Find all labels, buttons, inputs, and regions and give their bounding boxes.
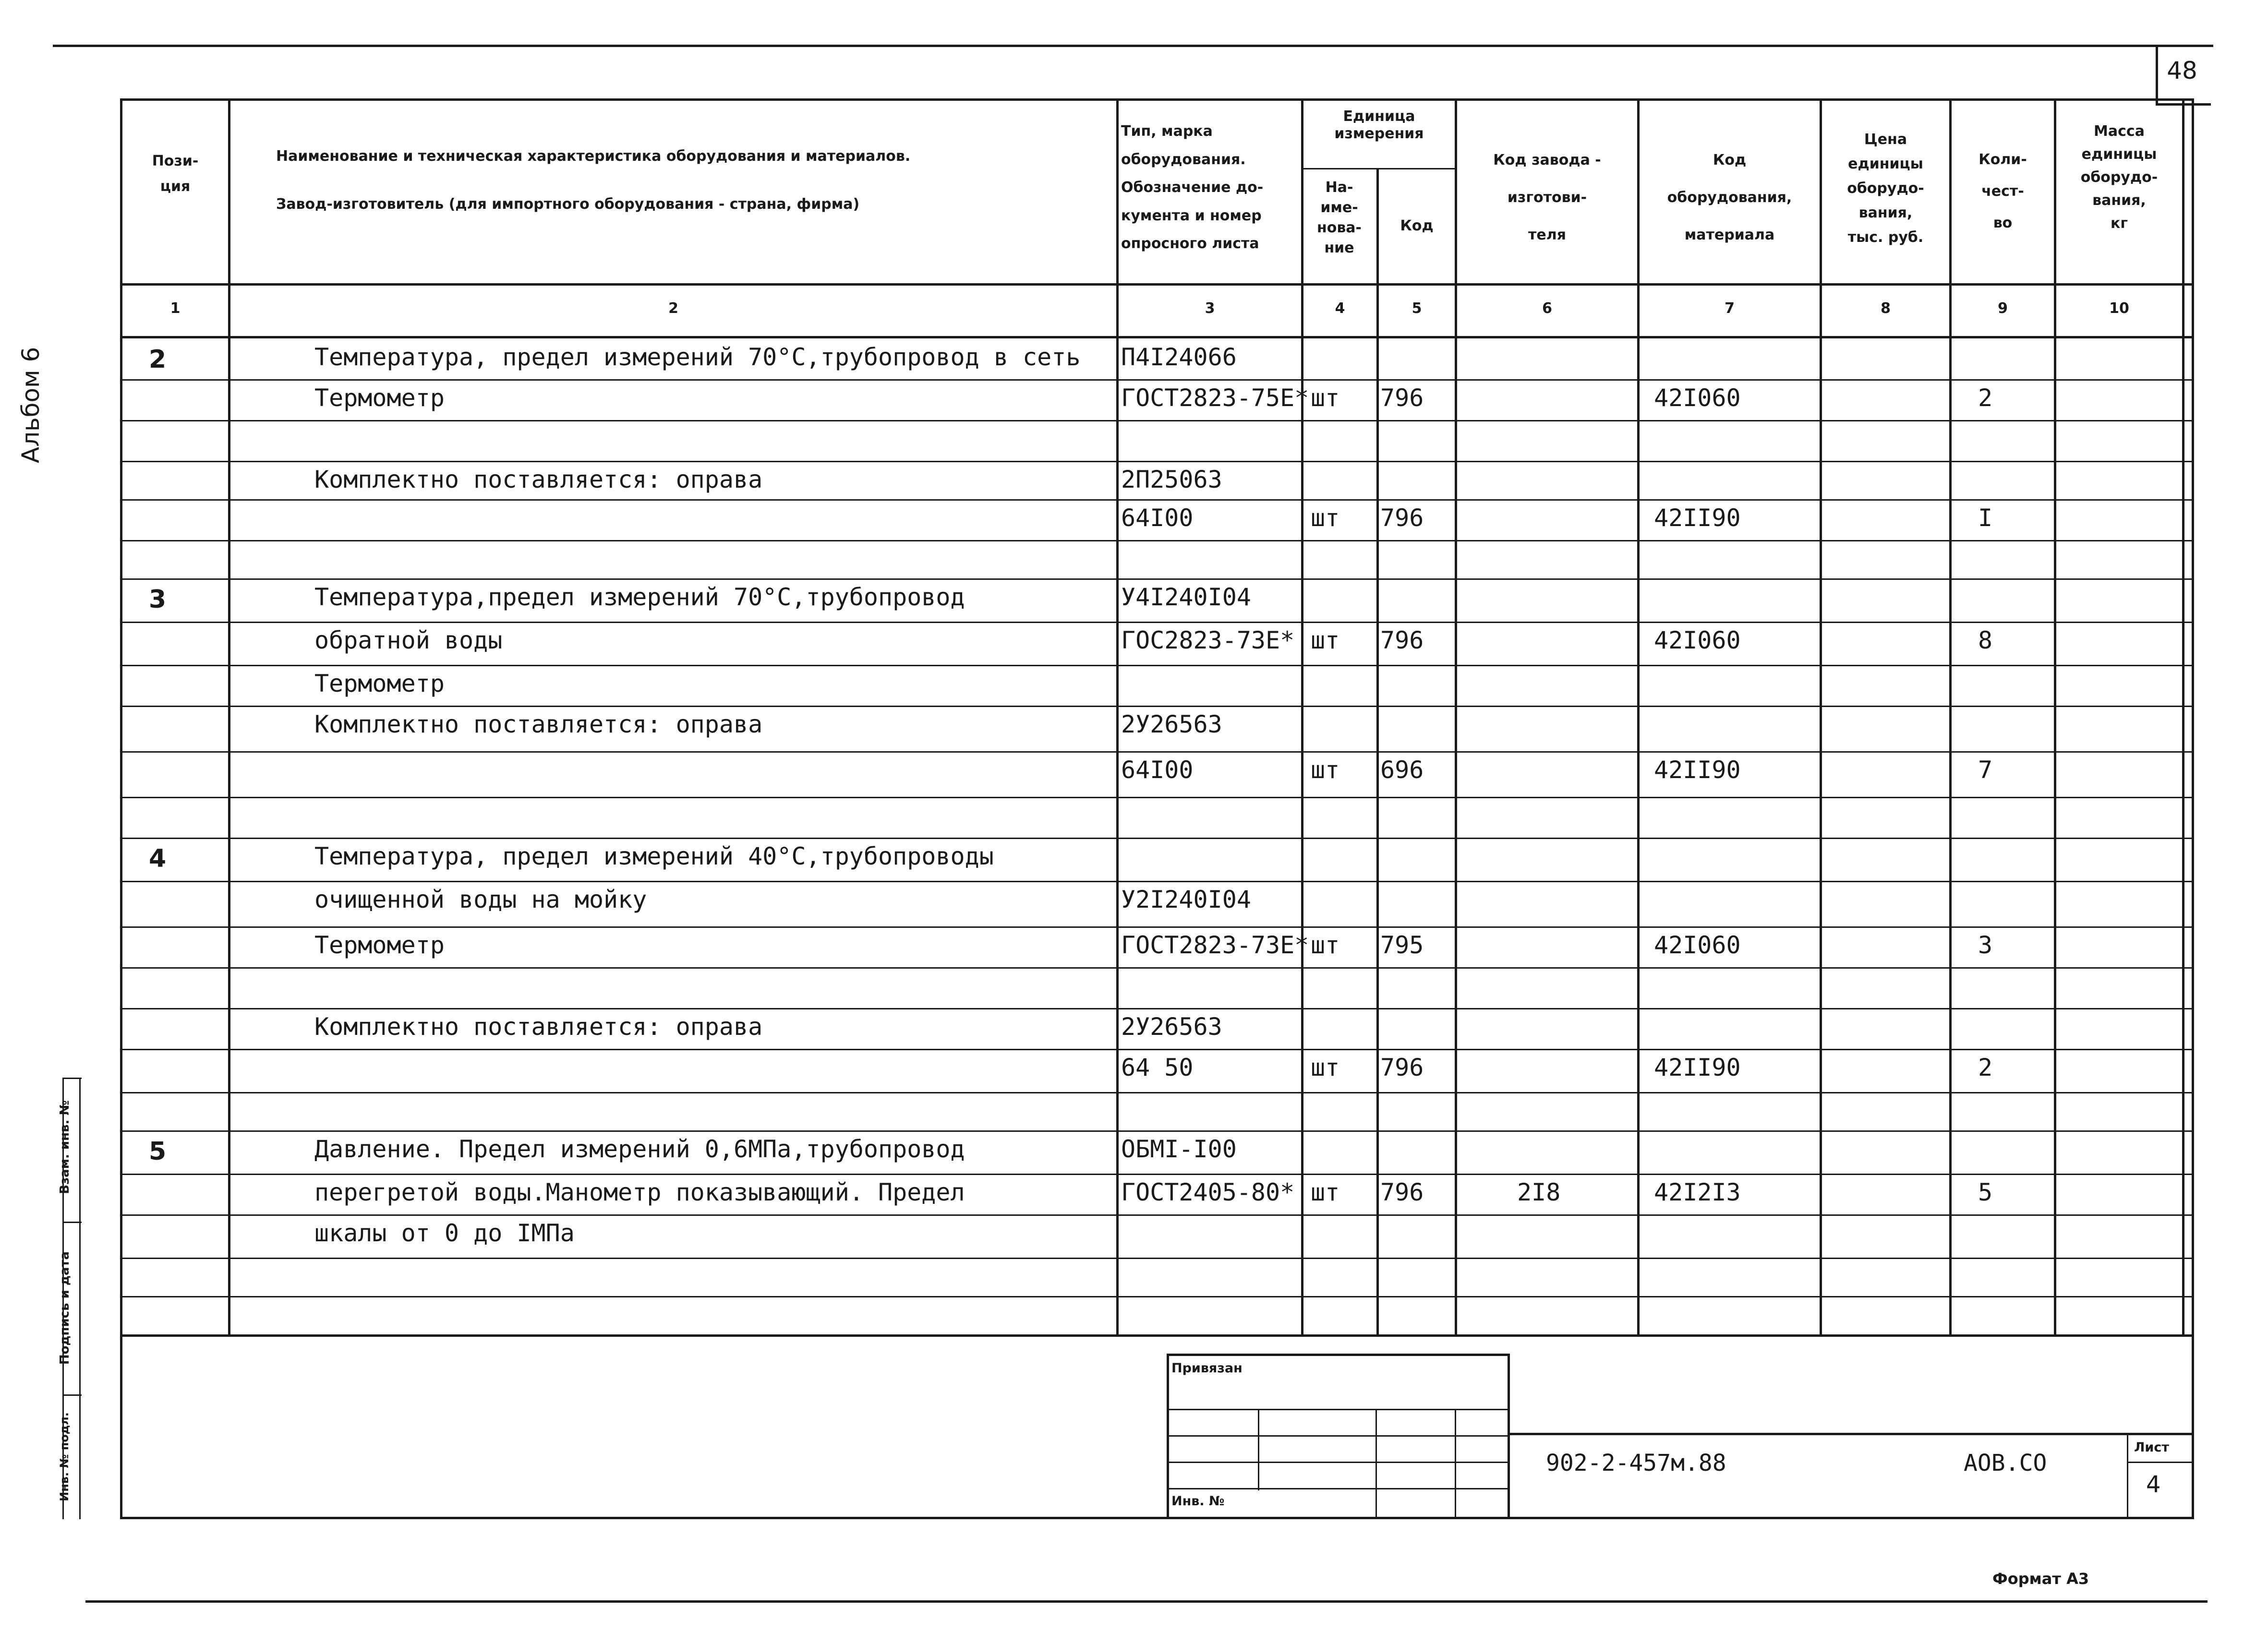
cell-qty: 2 — [1978, 384, 1993, 412]
header-unit-name: На- име- нова- ние — [1316, 179, 1362, 256]
cell-code: 795 — [1380, 931, 1424, 959]
tb-sheet-code: АОВ.СО — [1964, 1450, 2047, 1476]
table-bottom-line — [120, 1334, 2194, 1337]
header-type: Тип, марка оборудования. Обозначение до- кумента и номер опросного листа — [1121, 123, 1264, 252]
tb-doc-code: 902-2-457м.88 — [1546, 1450, 1726, 1476]
row-line — [120, 578, 2194, 580]
row-line — [120, 1092, 2194, 1093]
cell-qty: I — [1978, 504, 1993, 532]
colnum-2: 2 — [668, 300, 678, 317]
bottom-border-line — [85, 1600, 2208, 1603]
cell-code: 696 — [1380, 756, 1424, 784]
cell-name: перегретой воды.Манометр показывающий. Предел — [314, 1178, 965, 1206]
side-stamp-inv-orig: Инв. № подл. — [58, 1412, 71, 1501]
row-line — [120, 499, 2194, 501]
cell-name: Температура,предел измерений 70°С,трубопровод — [314, 583, 965, 611]
header-qty: Коли- чест- во — [1978, 151, 2027, 231]
col-line-9 — [2054, 98, 2056, 1336]
row-line — [120, 1258, 2194, 1259]
tb-bottom-line — [120, 1517, 2194, 1519]
colnum-7: 7 — [1725, 300, 1735, 317]
cell-code: 796 — [1380, 626, 1424, 654]
cell-unit: шт — [1311, 504, 1340, 532]
col-line-8 — [1949, 98, 1952, 1336]
table-top-line — [120, 98, 2194, 101]
album-label: Альбом 6 — [17, 347, 45, 463]
cell-name: Комплектно поставляется: оправа — [314, 1013, 763, 1041]
cell-pos: 2 — [149, 345, 167, 374]
tb-sheet-box-left — [2127, 1433, 2128, 1518]
cell-unit: шт — [1311, 756, 1340, 784]
cell-type: 2П25063 — [1121, 466, 1222, 493]
cell-equip: 42II90 — [1654, 504, 1741, 532]
cell-equip: 42I2I3 — [1654, 1178, 1741, 1206]
row-line — [120, 1296, 2194, 1297]
header-unit-code: Код — [1400, 217, 1434, 234]
cell-code: 796 — [1380, 1178, 1424, 1206]
row-line — [120, 1008, 2194, 1009]
cell-type: ГОСТ2823-73Е* — [1121, 931, 1309, 959]
row-line — [120, 461, 2194, 462]
row-line — [120, 926, 2194, 928]
cell-unit: шт — [1311, 626, 1340, 654]
cell-type: У4I240I04 — [1121, 583, 1251, 611]
row-line — [120, 881, 2194, 882]
tb-row-3 — [1167, 1462, 1508, 1463]
row-line — [120, 1214, 2194, 1216]
tb-row-2 — [1167, 1435, 1508, 1437]
row-line — [120, 797, 2194, 798]
cell-type: ГОСТ2405-80* — [1121, 1178, 1295, 1206]
side-stamp-top-line — [62, 1078, 82, 1079]
unit-group-line — [1301, 168, 1456, 169]
cell-name: Комплектно поставляется: оправа — [314, 710, 763, 738]
col-line-1 — [228, 98, 230, 1336]
row-line — [120, 967, 2194, 969]
cell-name: Термометр — [314, 931, 445, 959]
colnum-5: 5 — [1411, 300, 1422, 317]
tb-doc-line — [1508, 1433, 2194, 1435]
header-bottom-line — [120, 283, 2194, 286]
tb-sheet-box-div — [2127, 1462, 2194, 1463]
header-factory-code: Код завода - изготови- теля — [1493, 152, 1601, 243]
tb-col-2 — [1375, 1409, 1377, 1518]
header-price: Цена единицы оборудо- вания, тыс. руб. — [1847, 131, 1924, 246]
cell-pos: 4 — [149, 844, 167, 873]
tb-inv-label: Инв. № — [1171, 1494, 1225, 1509]
cell-code: 796 — [1380, 384, 1424, 412]
cell-qty: 2 — [1978, 1054, 1993, 1081]
cell-type: 64I00 — [1121, 504, 1194, 532]
header-name-line1: Наименование и техническая характеристика оборудования и материалов. — [276, 148, 911, 165]
cell-type: ГОС2823-73Е* — [1121, 626, 1295, 654]
header-pos: Пози- ция — [152, 153, 199, 195]
cell-qty: 7 — [1978, 756, 1993, 784]
cell-type: 2У26563 — [1121, 710, 1222, 738]
row-line — [120, 540, 2194, 541]
cell-type: П4I24066 — [1121, 343, 1237, 371]
cell-name: Температура, предел измерений 70°С,трубопровод в сеть — [314, 343, 1081, 371]
cell-pos: 5 — [149, 1137, 167, 1166]
colnum-1: 1 — [170, 300, 181, 317]
tb-col-1 — [1258, 1409, 1259, 1490]
row-line — [120, 379, 2194, 381]
colnum-8: 8 — [1881, 300, 1891, 317]
header-mass: Масса единицы оборудо- вания, кг — [2080, 123, 2158, 232]
tb-row-4 — [1167, 1488, 1508, 1489]
row-line — [120, 706, 2194, 707]
tb-outer-top — [1167, 1354, 1510, 1356]
frame-right-line — [2192, 98, 2194, 1519]
colnum-bottom-line — [120, 336, 2194, 338]
colnum-9: 9 — [1998, 300, 2008, 317]
cell-equip: 42II90 — [1654, 756, 1741, 784]
cell-code: 796 — [1380, 504, 1424, 532]
tb-row-1 — [1167, 1409, 1508, 1410]
header-name-line2: Завод-изготовитель (для импортного оборудования - страна, фирма) — [276, 196, 860, 213]
header-unit-group: Единица измерения — [1334, 108, 1424, 142]
cell-name: Давление. Предел измерений 0,6МПа,трубопровод — [314, 1135, 965, 1163]
cell-type: 64 50 — [1121, 1054, 1194, 1081]
cell-type: 64I00 — [1121, 756, 1194, 784]
row-line — [120, 665, 2194, 666]
col-line-5 — [1455, 98, 1457, 1336]
row-line — [120, 1049, 2194, 1050]
colnum-6: 6 — [1542, 300, 1552, 317]
col-line-6 — [1637, 98, 1640, 1336]
cell-code: 796 — [1380, 1054, 1424, 1081]
cell-type: ОБМI-I00 — [1121, 1135, 1237, 1163]
cell-factory: 2I8 — [1517, 1178, 1561, 1206]
cell-unit: шт — [1311, 1178, 1340, 1206]
cell-unit: шт — [1311, 384, 1340, 412]
cell-qty: 5 — [1978, 1178, 1993, 1206]
top-border-line — [53, 45, 2213, 47]
tb-sheet-no: 4 — [2146, 1471, 2161, 1498]
cell-type: ГОСТ2823-75Е* — [1121, 384, 1309, 412]
row-line — [120, 838, 2194, 839]
row-line — [120, 420, 2194, 421]
cell-name: Термометр — [314, 670, 445, 697]
cell-name: шкалы от 0 до IМПа — [314, 1219, 575, 1247]
side-stamp-mid-line — [79, 1078, 81, 1519]
cell-qty: 3 — [1978, 931, 1993, 959]
cell-equip: 42I060 — [1654, 626, 1741, 654]
cell-equip: 42II90 — [1654, 1054, 1741, 1081]
cell-name: очищенной воды на мойку — [314, 886, 647, 913]
cell-pos: 3 — [149, 585, 167, 614]
side-stamp-inv-no: Взам. инв. № — [58, 1100, 72, 1194]
cell-type: 2У26563 — [1121, 1013, 1222, 1041]
row-line — [120, 751, 2194, 753]
row-line — [120, 622, 2194, 623]
row-line — [120, 1130, 2194, 1132]
cell-name: обратной воды — [314, 626, 503, 654]
side-stamp-signature: Подпись и дата — [58, 1251, 72, 1365]
row-line — [120, 1174, 2194, 1175]
header-equip-code: Код оборудования, материала — [1667, 152, 1792, 243]
page-number: 48 — [2167, 57, 2197, 84]
col-line-3 — [1301, 98, 1303, 1336]
cell-qty: 8 — [1978, 626, 1993, 654]
tb-col-3 — [1455, 1409, 1456, 1518]
format-label: Формат А3 — [1992, 1570, 2089, 1588]
cell-type: У2I240I04 — [1121, 886, 1251, 913]
cell-unit: шт — [1311, 1054, 1340, 1081]
colnum-4: 4 — [1335, 300, 1345, 317]
cell-equip: 42I060 — [1654, 931, 1741, 959]
cell-unit: шт — [1311, 931, 1340, 959]
colnum-3: 3 — [1205, 300, 1215, 317]
cell-name: Термометр — [314, 384, 445, 412]
colnum-10: 10 — [2109, 300, 2129, 317]
side-stamp-div1 — [62, 1222, 82, 1223]
tb-bound-label: Привязан — [1171, 1361, 1243, 1376]
cell-name: Комплектно поставляется: оправа — [314, 466, 763, 493]
tb-sheet-label: Лист — [2134, 1440, 2169, 1455]
col-line-10 — [2182, 98, 2184, 1336]
col-line-2 — [1116, 98, 1119, 1336]
col-line-7 — [1820, 98, 1822, 1336]
cell-name: Температура, предел измерений 40°С,трубопроводы — [314, 842, 994, 870]
cell-equip: 42I060 — [1654, 384, 1741, 412]
